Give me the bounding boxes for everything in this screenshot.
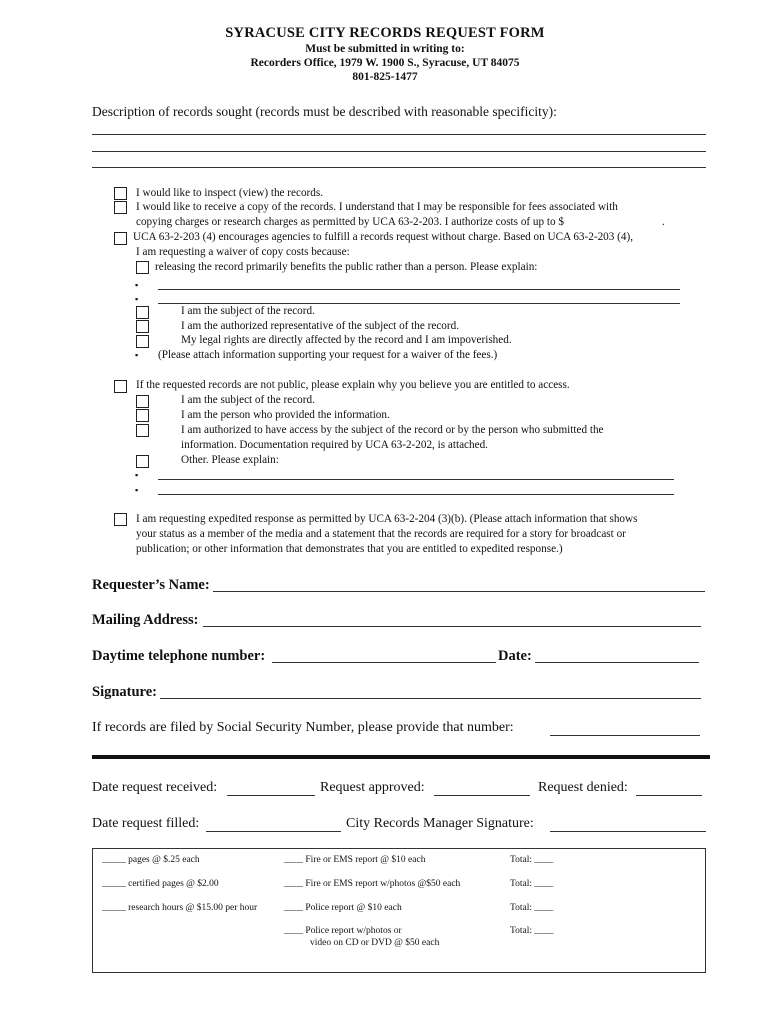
fee-police-photos-1: ____ Police report w/photos or <box>284 926 402 936</box>
office-phone: 801-825-1477 <box>352 71 418 83</box>
date-received-label: Date request received: <box>92 780 218 795</box>
waiver-checkbox[interactable] <box>114 232 127 245</box>
submit-instruction: Must be submitted in writing to: <box>305 43 465 55</box>
copy-label-2: copying charges or research charges as permitted by UCA 63-2-203. I authorize costs of up to $ <box>136 216 565 228</box>
waiver-subject-checkbox[interactable] <box>136 306 149 319</box>
request-approved-label: Request approved: <box>320 780 425 795</box>
waiver-impoverished-label: My legal rights are directly affected by the record and I am impoverished. <box>181 334 512 346</box>
bullet: ▪ <box>135 485 139 495</box>
request-denied-field[interactable] <box>636 795 702 796</box>
inspect-checkbox[interactable] <box>114 187 127 200</box>
phone-label: Daytime telephone number: <box>92 648 266 664</box>
request-denied-label: Request denied: <box>538 780 628 795</box>
request-approved-field[interactable] <box>434 795 530 796</box>
waiver-impoverished-checkbox[interactable] <box>136 335 149 348</box>
ssn-label: If records are filed by Social Security Number, please provide that number: <box>92 720 514 735</box>
total-3: Total: ____ <box>510 903 554 913</box>
inspect-label: I would like to inspect (view) the records. <box>136 187 324 199</box>
waiver-attach-note: (Please attach information supporting your request for a waiver of the fees.) <box>158 349 498 361</box>
fee-research-hours: _____ research hours @ $15.00 per hour <box>102 903 258 913</box>
fee-certified-pages: _____ certified pages @ $2.00 <box>102 879 219 889</box>
manager-signature-field[interactable] <box>550 831 706 832</box>
not-public-checkbox[interactable] <box>114 380 127 393</box>
expedited-checkbox[interactable] <box>114 513 127 526</box>
other-line-2[interactable] <box>158 494 674 495</box>
waiver-label-2: I am requesting a waiver of copy costs because: <box>136 246 350 258</box>
copy-label-period: . <box>662 216 665 228</box>
description-line-1[interactable] <box>92 134 706 135</box>
signature-label: Signature: <box>92 684 157 700</box>
description-line-2[interactable] <box>92 151 706 152</box>
date-label: Date: <box>498 648 532 664</box>
np-provided-label: I am the person who provided the information. <box>181 409 390 421</box>
waiver-subject-label: I am the subject of the record. <box>181 305 315 317</box>
explain-line-1[interactable] <box>158 289 680 290</box>
date-field[interactable] <box>535 662 699 663</box>
description-label: Description of records sought (records must be described with reasonable specificity): <box>92 104 557 119</box>
form-title: SYRACUSE CITY RECORDS REQUEST FORM <box>225 25 545 41</box>
bullet: ▪ <box>135 350 139 360</box>
fee-pages: _____ pages @ $.25 each <box>102 855 200 865</box>
public-benefit-checkbox[interactable] <box>136 261 149 274</box>
np-authorized-checkbox[interactable] <box>136 424 149 437</box>
date-received-field[interactable] <box>227 795 315 796</box>
total-1: Total: ____ <box>510 855 554 865</box>
manager-signature-label: City Records Manager Signature: <box>346 816 534 831</box>
other-line-1[interactable] <box>158 479 674 480</box>
expedited-label-2: your status as a member of the media and a statement that the records are required for a story for broadcast or <box>136 528 626 540</box>
total-2: Total: ____ <box>510 879 554 889</box>
fee-ems-report-photos: ____ Fire or EMS report w/photos @$50 each <box>284 879 461 889</box>
requester-name-label: Requester’s Name: <box>92 577 210 593</box>
waiver-rep-checkbox[interactable] <box>136 320 149 333</box>
waiver-label-1: UCA 63-2-203 (4) encourages agencies to fulfill a records request without charge. Based on UCA 63-2-203 (4), <box>133 231 633 243</box>
copy-checkbox[interactable] <box>114 201 127 214</box>
description-line-3[interactable] <box>92 167 706 168</box>
np-authorized-label-1: I am authorized to have access by the subject of the record or by the person who submitted the <box>181 424 604 436</box>
bullet: ▪ <box>135 294 139 304</box>
total-4: Total: ____ <box>510 926 554 936</box>
office-address: Recorders Office, 1979 W. 1900 S., Syracuse, UT 84075 <box>250 57 520 69</box>
date-filled-field[interactable] <box>206 831 341 832</box>
phone-field[interactable] <box>272 662 496 663</box>
fee-police-photos-2: video on CD or DVD @ $50 each <box>310 938 440 948</box>
np-authorized-label-2: information. Documentation required by UCA 63-2-202, is attached. <box>181 439 488 451</box>
signature-field[interactable] <box>160 698 701 699</box>
np-other-checkbox[interactable] <box>136 455 149 468</box>
bullet: ▪ <box>135 470 139 480</box>
requester-name-field[interactable] <box>213 591 705 592</box>
date-filled-label: Date request filled: <box>92 816 200 831</box>
mailing-address-field[interactable] <box>203 626 701 627</box>
np-subject-label: I am the subject of the record. <box>181 394 315 406</box>
ssn-field[interactable] <box>550 735 700 736</box>
mailing-address-label: Mailing Address: <box>92 612 199 628</box>
not-public-label: If the requested records are not public, please explain why you believe you are entitled to access. <box>136 379 570 391</box>
expedited-label-3: publication; or other information that demonstrates that you are entitled to expedited response.) <box>136 543 563 555</box>
fee-ems-report: ____ Fire or EMS report @ $10 each <box>284 855 426 865</box>
explain-line-2[interactable] <box>158 303 680 304</box>
expedited-label-1: I am requesting expedited response as permitted by UCA 63-2-204 (3)(b). (Please attach information that shows <box>136 513 638 525</box>
public-benefit-label: releasing the record primarily benefits the public rather than a person. Please explain: <box>155 261 538 273</box>
fee-police-report: ____ Police report @ $10 each <box>284 903 402 913</box>
bullet: ▪ <box>135 280 139 290</box>
np-provided-checkbox[interactable] <box>136 409 149 422</box>
section-divider <box>92 755 710 759</box>
np-subject-checkbox[interactable] <box>136 395 149 408</box>
waiver-rep-label: I am the authorized representative of the subject of the record. <box>181 320 460 332</box>
copy-label-1: I would like to receive a copy of the records. I understand that I may be responsible for fees associated with <box>136 201 618 213</box>
np-other-label: Other. Please explain: <box>181 454 279 466</box>
